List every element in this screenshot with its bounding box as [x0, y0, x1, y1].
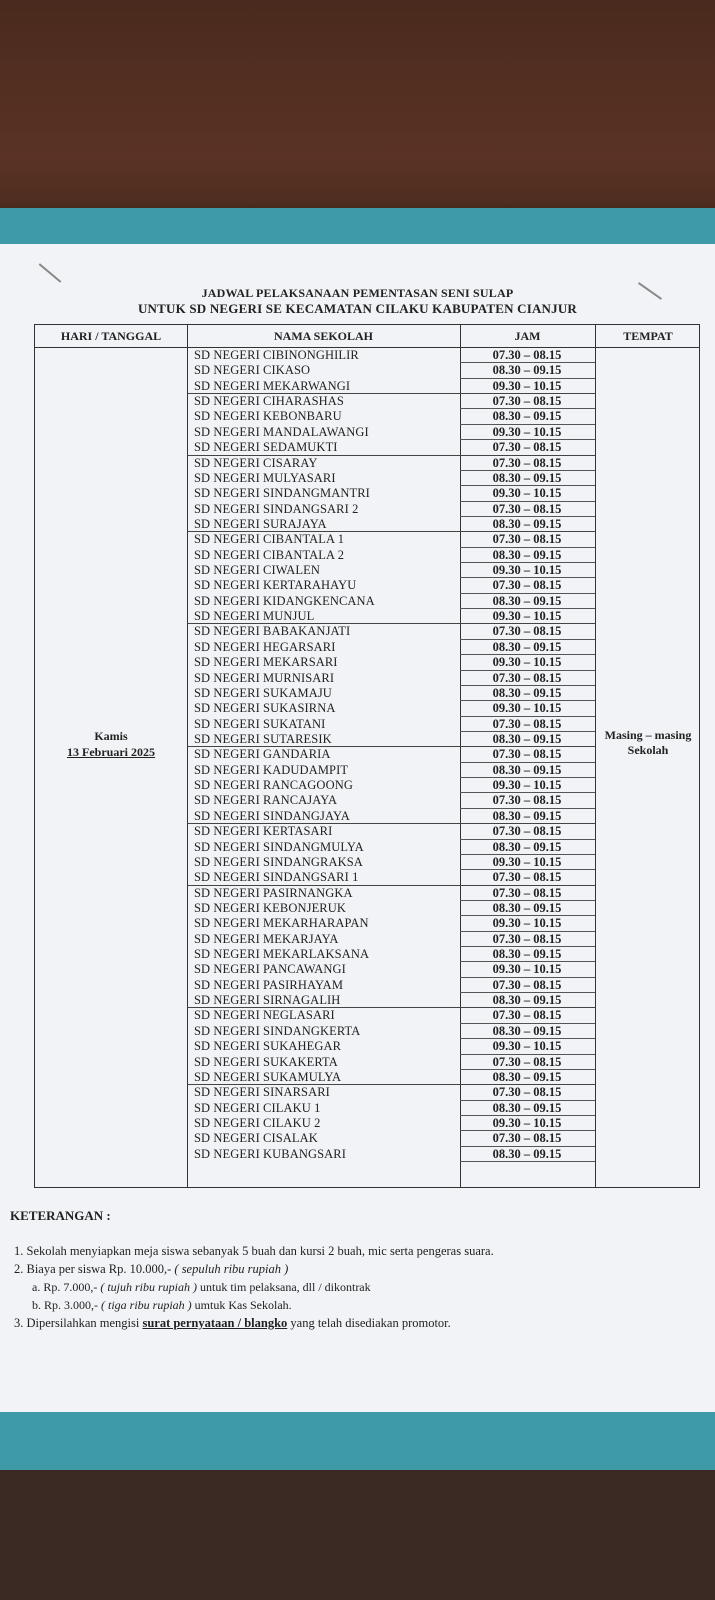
note-item-2b — [10, 1296, 700, 1314]
school-name: SD NEGERI KEBONBARU — [194, 409, 342, 424]
time-slot: 07.30 – 08.15 — [492, 1131, 562, 1146]
time-slot: 08.30 – 09.15 — [492, 1023, 562, 1038]
time-slot: 08.30 – 09.15 — [492, 516, 562, 531]
group-divider — [187, 746, 595, 747]
school-name: SD NEGERI MEKARJAYA — [194, 931, 339, 946]
time-slot: 07.30 – 08.15 — [492, 578, 562, 593]
time-slot: 07.30 – 08.15 — [492, 394, 562, 409]
document-title: JADWAL PELAKSANAAN PEMENTASAN SENI SULAP — [201, 286, 514, 300]
table-row — [35, 1055, 701, 1070]
time-slot: 09.30 – 10.15 — [492, 424, 562, 439]
note-text-italic: ( sepuluh ribu rupiah ) — [174, 1262, 289, 1276]
table-row — [35, 578, 701, 593]
table-row — [35, 394, 701, 409]
note-text: umtuk Kas Sekolah. — [191, 1298, 292, 1312]
note-text: yang telah disediakan promotor. — [287, 1316, 451, 1330]
school-name: SD NEGERI RANCAGOONG — [194, 778, 353, 793]
table-row — [35, 502, 701, 517]
table-row — [35, 824, 701, 839]
time-slot: 08.30 – 09.15 — [492, 808, 562, 823]
school-name: SD NEGERI SINDANGKERTA — [194, 1023, 361, 1038]
table-row — [35, 778, 701, 793]
table-row — [35, 440, 701, 455]
schedule-table — [34, 324, 700, 1188]
table-row — [35, 655, 701, 670]
time-slot: 07.30 – 08.15 — [492, 440, 562, 455]
table-row — [35, 532, 701, 547]
school-name: SD NEGERI CIBINONGHILIR — [194, 348, 359, 362]
table-row — [35, 1024, 701, 1039]
time-slot: 07.30 – 08.15 — [492, 977, 562, 992]
table-row — [35, 870, 701, 885]
group-divider — [187, 1084, 595, 1085]
table-row — [35, 747, 701, 762]
time-slot: 08.30 – 09.15 — [492, 593, 562, 608]
school-name: SD NEGERI CIKASO — [194, 363, 311, 378]
school-name: SD NEGERI CILAKU 2 — [194, 1116, 321, 1130]
table-row — [35, 640, 701, 655]
table-row — [35, 1131, 701, 1146]
school-name: SD NEGERI CIWALEN — [194, 563, 320, 578]
school-name: SD NEGERI MEKARLAKSANA — [194, 947, 370, 962]
table-row — [35, 563, 701, 578]
place-line-1: Masing – masing — [604, 728, 692, 742]
place-line-2: Sekolah — [627, 743, 669, 757]
school-name: SD NEGERI BABAKANJATI — [194, 624, 351, 639]
group-divider — [187, 885, 595, 886]
school-name: SD NEGERI SEDAMUKTI — [194, 440, 338, 455]
school-name: SD NEGERI MEKARHARAPAN — [194, 916, 369, 931]
school-name: SD NEGERI CILAKU 1 — [194, 1100, 321, 1115]
table-row — [35, 1116, 701, 1131]
time-slot: 07.30 – 08.15 — [492, 501, 562, 516]
school-name: SD NEGERI KUBANGSARI — [194, 1146, 347, 1161]
time-slot: 08.30 – 09.15 — [492, 1069, 562, 1084]
note-item-3 — [10, 1314, 700, 1332]
note-text: 2. Biaya per siswa Rp. 10.000,- — [14, 1262, 175, 1276]
time-slot: 09.30 – 10.15 — [492, 962, 562, 977]
table-row — [35, 840, 701, 855]
group-divider — [187, 531, 595, 532]
group-divider — [187, 623, 595, 624]
time-slot: 07.30 – 08.15 — [492, 348, 562, 362]
table-row — [35, 1101, 701, 1116]
date-text: 13 Februari 2025 — [67, 745, 155, 759]
time-slot: 08.30 – 09.15 — [492, 685, 562, 700]
time-slot: 07.30 – 08.15 — [492, 1054, 562, 1069]
table-row — [35, 1008, 701, 1023]
table-row — [35, 409, 701, 424]
note-text-italic: ( tiga ribu rupiah ) — [101, 1298, 192, 1312]
table-row — [35, 763, 701, 778]
time-slot: 07.30 – 08.15 — [492, 455, 562, 470]
school-name: SD NEGERI CIBANTALA 1 — [194, 532, 345, 547]
time-slot: 07.30 – 08.15 — [492, 747, 562, 762]
table-row — [35, 348, 701, 363]
school-name: SD NEGERI GANDARIA — [194, 747, 331, 762]
time-slot: 09.30 – 10.15 — [492, 655, 562, 670]
header-school: NAMA SEKOLAH — [273, 328, 373, 343]
note-text-italic: ( tujuh ribu rupiah ) — [100, 1280, 197, 1294]
table-row — [35, 686, 701, 701]
table-row — [35, 916, 701, 931]
school-name: SD NEGERI SINDANGSARI 1 — [194, 870, 359, 885]
school-name: SD NEGERI MEKARWANGI — [194, 378, 351, 393]
time-slot: 09.30 – 10.15 — [492, 1039, 562, 1054]
table-surface — [0, 1470, 715, 1600]
table-row — [35, 425, 701, 440]
note-text: a. Rp. 7.000,- — [32, 1280, 101, 1294]
time-slot: 08.30 – 09.15 — [492, 839, 562, 854]
note-item-2a — [10, 1278, 700, 1296]
time-slot: 07.30 – 08.15 — [492, 532, 562, 547]
time-slot: 07.30 – 08.15 — [492, 885, 562, 900]
school-name: SD NEGERI SUKAHEGAR — [194, 1039, 342, 1054]
notes-section — [10, 1208, 700, 1332]
school-name: SD NEGERI PASIRNANGKA — [194, 885, 353, 900]
table-row — [35, 456, 701, 471]
note-text: b. Rp. 3.000,- — [32, 1298, 101, 1312]
school-name: SD NEGERI SINDANGMULYA — [194, 839, 364, 854]
table-row — [35, 594, 701, 609]
time-slot: 09.30 – 10.15 — [492, 916, 562, 931]
school-name: SD NEGERI CIHARASHAS — [194, 394, 344, 409]
school-name: SD NEGERI NEGLASARI — [194, 1008, 335, 1023]
time-slot: 07.30 – 08.15 — [492, 824, 562, 839]
table-row — [35, 962, 701, 977]
school-name: SD NEGERI KEBONJERUK — [194, 900, 346, 915]
time-slot: 08.30 – 09.15 — [492, 1146, 562, 1161]
table-row — [35, 809, 701, 824]
school-name: SD NEGERI RANCAJAYA — [194, 793, 338, 808]
school-name: SD NEGERI SINDANGSARI 2 — [194, 501, 359, 516]
note-text: untuk tim pelaksana, dll / dikontrak — [197, 1280, 371, 1294]
school-name: SD NEGERI MANDALAWANGI — [194, 424, 369, 439]
table-row — [35, 671, 701, 686]
table-row — [35, 517, 701, 532]
time-slot: 08.30 – 09.15 — [492, 947, 562, 962]
school-name: SD NEGERI PANCAWANGI — [194, 962, 346, 977]
group-divider — [187, 1007, 595, 1008]
school-name: SD NEGERI SINARSARI — [194, 1085, 330, 1100]
time-slot: 09.30 – 10.15 — [492, 701, 562, 716]
table-row — [35, 363, 701, 378]
table-row — [35, 1085, 701, 1100]
table-row — [35, 993, 701, 1008]
table-row — [35, 548, 701, 563]
school-name: SD NEGERI SUKATANI — [194, 716, 326, 731]
note-item-2 — [10, 1260, 700, 1278]
school-name: SD NEGERI SINDANGJAYA — [194, 808, 350, 823]
time-slot: 09.30 – 10.15 — [492, 609, 562, 624]
table-row — [35, 901, 701, 916]
school-name: SD NEGERI MURNISARI — [194, 670, 335, 685]
note-text-bold: surat pernyataan / blangko — [142, 1316, 288, 1330]
time-slot: 09.30 – 10.15 — [492, 778, 562, 793]
time-slot: 08.30 – 09.15 — [492, 547, 562, 562]
document-subtitle: UNTUK SD NEGERI SE KECAMATAN CILAKU KABUPATEN CIANJUR — [137, 301, 578, 316]
note-text: 3. Dipersilahkan mengisi — [14, 1316, 143, 1330]
table-row — [35, 932, 701, 947]
table-row — [35, 486, 701, 501]
table-row — [35, 717, 701, 732]
school-name: SD NEGERI MEKARSARI — [194, 655, 338, 670]
notes-title: KETERANGAN : — [10, 1208, 111, 1223]
table-row — [35, 1147, 701, 1162]
school-name: SD NEGERI CISARAY — [194, 455, 318, 470]
school-name: SD NEGERI SINDANGRAKSA — [194, 854, 363, 869]
time-slot: 07.30 – 08.15 — [492, 716, 562, 731]
table-row — [35, 793, 701, 808]
time-slot: 08.30 – 09.15 — [492, 1100, 562, 1115]
table-row — [35, 701, 701, 716]
school-name: SD NEGERI SUKAMAJU — [194, 685, 332, 700]
time-slot: 08.30 – 09.15 — [492, 363, 562, 378]
table-row — [35, 1039, 701, 1054]
time-slot: 08.30 – 09.15 — [492, 409, 562, 424]
school-name: SD NEGERI SUKAMULYA — [194, 1069, 342, 1084]
time-slot: 09.30 – 10.15 — [492, 378, 562, 393]
time-slot: 08.30 – 09.15 — [492, 993, 562, 1008]
school-name: SD NEGERI SIRNAGALIH — [194, 993, 341, 1008]
header-day: HARI / TANGGAL — [60, 328, 162, 343]
school-name: SD NEGERI HEGARSARI — [194, 639, 336, 654]
time-slot: 08.30 – 09.15 — [492, 732, 562, 746]
school-name: SD NEGERI CISALAK — [194, 1131, 318, 1146]
table-row — [35, 609, 701, 624]
group-divider — [187, 393, 595, 394]
school-name: SD NEGERI KIDANGKENCANA — [194, 593, 375, 608]
table-row — [35, 471, 701, 486]
group-divider — [187, 455, 595, 456]
header-time: JAM — [514, 328, 541, 343]
time-slot: 09.30 – 10.15 — [492, 1116, 562, 1130]
school-name: SD NEGERI SUTARESIK — [194, 732, 332, 746]
table-row — [35, 732, 701, 747]
time-slot: 08.30 – 09.15 — [492, 900, 562, 915]
time-slot: 07.30 – 08.15 — [492, 1008, 562, 1023]
time-slot: 08.30 – 09.15 — [492, 639, 562, 654]
time-slot: 09.30 – 10.15 — [492, 854, 562, 869]
table-row — [35, 1070, 701, 1085]
school-name: SD NEGERI MULYASARI — [194, 470, 336, 485]
table-row — [35, 947, 701, 962]
school-name: SD NEGERI MUNJUL — [194, 609, 315, 624]
time-slot: 07.30 – 08.15 — [492, 1085, 562, 1100]
school-name: SD NEGERI KERTASARI — [194, 824, 333, 839]
time-slot: 07.30 – 08.15 — [492, 931, 562, 946]
table-row — [35, 379, 701, 394]
time-slot: 08.30 – 09.15 — [492, 470, 562, 485]
time-slot: 07.30 – 08.15 — [492, 793, 562, 808]
time-cell-border — [460, 1161, 595, 1162]
header-place: TEMPAT — [623, 328, 673, 343]
time-slot: 08.30 – 09.15 — [492, 762, 562, 777]
time-slot: 09.30 – 10.15 — [492, 486, 562, 501]
school-name: SD NEGERI SUKAKERTA — [194, 1054, 338, 1069]
table-row — [35, 855, 701, 870]
note-item-1: 1. Sekolah menyiapkan meja siswa sebanyak 5 buah dan kursi 2 buah, mic serta pengeras suara. — [14, 1244, 494, 1258]
school-name: SD NEGERI KADUDAMPIT — [194, 762, 349, 777]
school-name: SD NEGERI KERTARAHAYU — [194, 578, 357, 593]
table-row — [35, 886, 701, 901]
day-name: Kamis — [94, 729, 128, 743]
time-slot: 07.30 – 08.15 — [492, 624, 562, 639]
time-slot: 09.30 – 10.15 — [492, 563, 562, 578]
school-name: SD NEGERI CIBANTALA 2 — [194, 547, 345, 562]
table-row — [35, 624, 701, 639]
school-name: SD NEGERI SUKASIRNA — [194, 701, 336, 716]
time-slot: 07.30 – 08.15 — [492, 870, 562, 885]
school-name: SD NEGERI SURAJAYA — [194, 516, 327, 531]
time-slot: 07.30 – 08.15 — [492, 670, 562, 685]
school-name: SD NEGERI PASIRHAYAM — [194, 977, 344, 992]
group-divider — [187, 823, 595, 824]
table-row — [35, 978, 701, 993]
school-name: SD NEGERI SINDANGMANTRI — [194, 486, 370, 501]
